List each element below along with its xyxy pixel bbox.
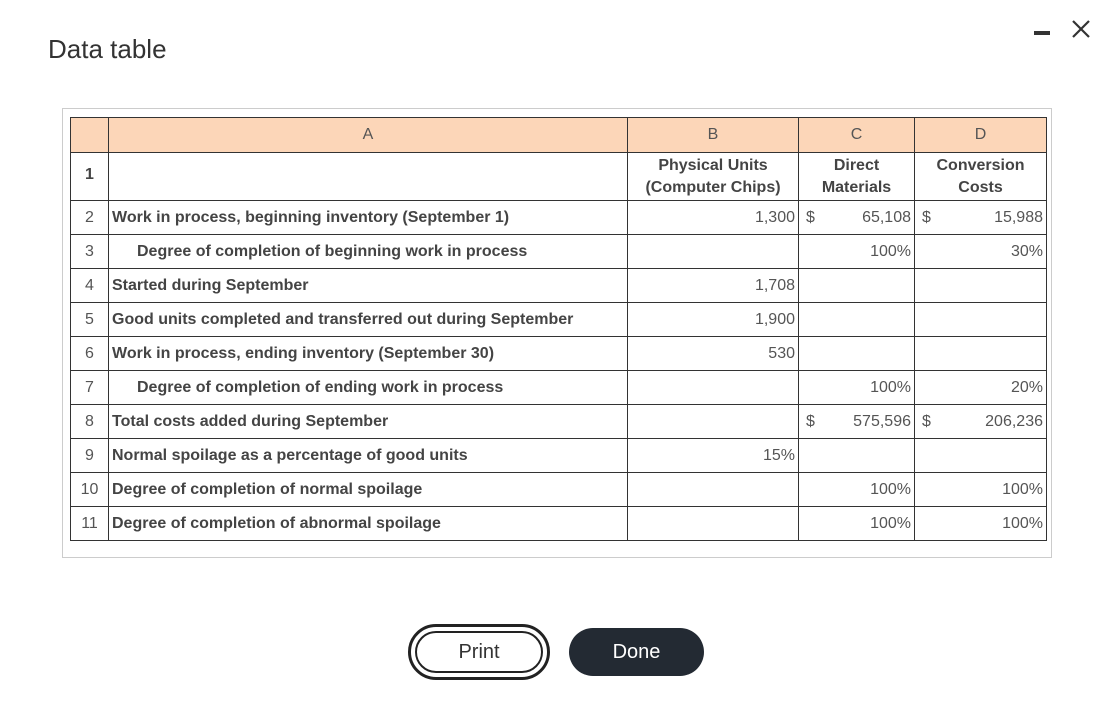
header-line: Materials (821, 178, 892, 196)
currency-symbol: $ (922, 208, 931, 226)
header-line: Physical Units (658, 156, 768, 174)
cell-direct-materials (799, 303, 915, 337)
row-number: 9 (71, 439, 109, 473)
row-label: Degree of completion of normal spoilage (109, 473, 628, 507)
table-row (71, 337, 1047, 371)
row-number: 11 (71, 507, 109, 541)
cell-physical-units (628, 507, 799, 541)
table-row (71, 235, 1047, 269)
print-button[interactable] (408, 624, 550, 680)
data-table (70, 117, 1047, 541)
done-button[interactable]: Done (569, 628, 704, 676)
row-number: 7 (71, 371, 109, 405)
table-row (71, 507, 1047, 541)
cell-direct-materials (799, 439, 915, 473)
cell-conversion-costs (915, 303, 1047, 337)
cell-conversion-costs (915, 269, 1047, 303)
row-number: 8 (71, 405, 109, 439)
column-header-c: C (799, 118, 915, 153)
row-label: Normal spoilage as a percentage of good units (109, 439, 628, 473)
cell-direct-materials (799, 269, 915, 303)
cell-value: 65,108 (862, 208, 911, 226)
cell-conversion-costs (915, 405, 1047, 439)
table-row (71, 473, 1047, 507)
table-row (71, 303, 1047, 337)
currency-symbol: $ (806, 208, 815, 226)
column-header-b: B (628, 118, 799, 153)
row-label: Work in process, ending inventory (September 30) (109, 337, 628, 371)
table-row (71, 153, 1047, 201)
cell-physical-units (628, 473, 799, 507)
row-number: 5 (71, 303, 109, 337)
header-line: Costs (958, 178, 1003, 196)
row-label: Good units completed and transferred out during September (109, 303, 628, 337)
cell-physical-units (628, 235, 799, 269)
row-number: 2 (71, 201, 109, 235)
cell-conversion-costs: 20% (915, 371, 1047, 405)
cell-conversion-costs (915, 201, 1047, 235)
cell-direct-materials: 100% (799, 507, 915, 541)
cell-conversion-costs: 100% (915, 473, 1047, 507)
row-number: 4 (71, 269, 109, 303)
cell-value: 575,596 (853, 412, 911, 430)
corner-cell (71, 118, 109, 153)
table-row (71, 371, 1047, 405)
cell-value: 206,236 (985, 412, 1043, 430)
cell-physical-units: 530 (628, 337, 799, 371)
window-controls (1000, 14, 1102, 46)
cell-value: 15,988 (994, 208, 1043, 226)
table-row (71, 405, 1047, 439)
row-label: Degree of completion of abnormal spoilage (109, 507, 628, 541)
minimize-icon[interactable] (1034, 31, 1050, 35)
column-header-a: A (109, 118, 628, 153)
cell-direct-materials: 100% (799, 235, 915, 269)
close-icon[interactable] (1066, 14, 1096, 44)
header-line: Direct (833, 156, 880, 174)
header-label-cell (109, 153, 628, 201)
row-label: Work in process, beginning inventory (September 1) (109, 201, 628, 235)
header-conversion-costs (915, 153, 1047, 201)
table-row (71, 269, 1047, 303)
header-line: (Computer Chips) (645, 178, 781, 196)
cell-direct-materials (799, 337, 915, 371)
row-label: Degree of completion of beginning work in process (109, 235, 628, 269)
header-line: Conversion (936, 156, 1025, 174)
row-number: 6 (71, 337, 109, 371)
row-label: Total costs added during September (109, 405, 628, 439)
table-row (71, 201, 1047, 235)
print-button-label: Print (415, 631, 543, 673)
row-label: Started during September (109, 269, 628, 303)
column-header-d: D (915, 118, 1047, 153)
table-row (71, 439, 1047, 473)
cell-physical-units (628, 405, 799, 439)
cell-physical-units (628, 371, 799, 405)
dialog-title: Data table (48, 34, 167, 64)
cell-conversion-costs: 100% (915, 507, 1047, 541)
cell-direct-materials (799, 405, 915, 439)
header-direct-materials (799, 153, 915, 201)
cell-physical-units: 1,708 (628, 269, 799, 303)
cell-direct-materials: 100% (799, 371, 915, 405)
row-number: 3 (71, 235, 109, 269)
cell-conversion-costs: 30% (915, 235, 1047, 269)
currency-symbol: $ (806, 412, 815, 430)
cell-direct-materials: 100% (799, 473, 915, 507)
row-number: 10 (71, 473, 109, 507)
cell-physical-units: 1,900 (628, 303, 799, 337)
column-header-row (71, 118, 1047, 153)
header-physical-units (628, 153, 799, 201)
cell-physical-units: 1,300 (628, 201, 799, 235)
currency-symbol: $ (922, 412, 931, 430)
row-number: 1 (71, 153, 109, 201)
cell-physical-units: 15% (628, 439, 799, 473)
row-label: Degree of completion of ending work in process (109, 371, 628, 405)
cell-direct-materials (799, 201, 915, 235)
cell-conversion-costs (915, 337, 1047, 371)
cell-conversion-costs (915, 439, 1047, 473)
